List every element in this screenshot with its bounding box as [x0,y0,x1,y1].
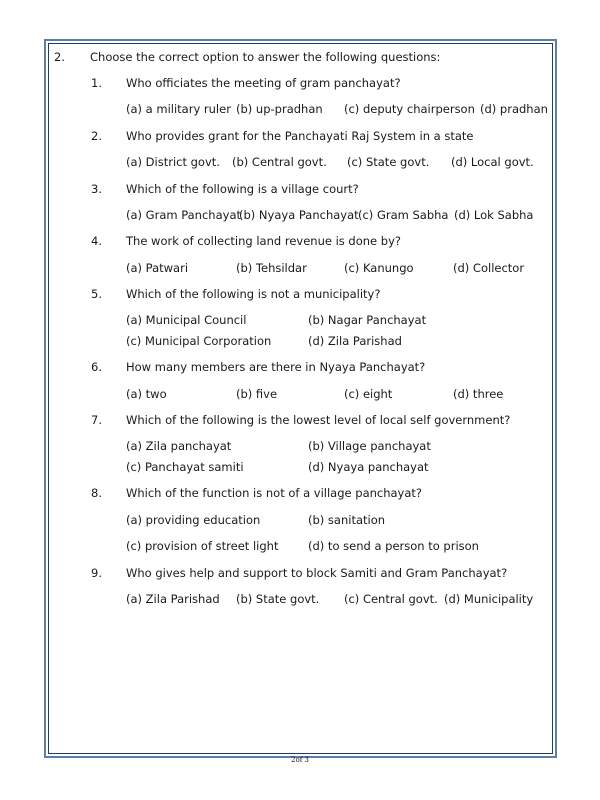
option-a: (a) Patwari [126,261,189,275]
option-d: (d) three [453,387,504,401]
option-a: (a) Zila Parishad [126,592,220,606]
option-a: (a) two [126,387,167,401]
option-b: (b) five [236,387,278,401]
option-c: (c) Kanungo [344,261,414,275]
option-d: (d) Nyaya panchayat [308,460,429,474]
option-d: (d) Lok Sabha [454,208,534,222]
question-text: Who provides grant for the Panchayati Raj System in a state [126,129,474,143]
question-text: How many members are there in Nyaya Panchayat? [126,360,426,374]
section-number: 2. [54,50,65,64]
question-text: Which of the following is the lowest level of local self government? [126,413,511,427]
question-text: Who gives help and support to block Samiti and Gram Panchayat? [126,566,508,580]
option-d: (d) Municipality [444,592,534,606]
question-number: 1. [91,76,102,90]
question-text: Who officiates the meeting of gram panchayat? [126,76,401,90]
option-b: (b) up-pradhan [236,102,323,116]
option-d: (d) pradhan [480,102,548,116]
option-c: (c) State govt. [347,155,430,169]
option-d: (d) Zila Parishad [308,334,402,348]
question-number: 2. [91,129,102,143]
option-d: (d) to send a person to prison [308,539,479,553]
option-b: (b) State govt. [236,592,320,606]
question-text: Which of the function is not of a village panchayat? [126,486,423,500]
option-b: (b) Central govt. [232,155,327,169]
option-c: (c) Gram Sabha [358,208,449,222]
question-number: 3. [91,182,102,196]
option-c: (c) Central govt. [344,592,438,606]
option-a: (a) a military ruler [126,102,231,116]
option-b: (b) sanitation [308,513,386,527]
option-b: (b) Nyaya Panchayat [239,208,359,222]
option-b: (b) Nagar Panchayat [308,313,427,327]
option-b: (b) Village panchayat [308,439,431,453]
option-c: (c) deputy chairperson [344,102,475,116]
option-a: (a) Gram Panchayat [126,208,241,222]
question-text: Which of the following is a village court? [126,182,359,196]
question-number: 7. [91,413,102,427]
question-number: 9. [91,566,102,580]
option-a: (a) providing education [126,513,261,527]
option-a: (a) Municipal Council [126,313,247,327]
option-b: (b) Tehsildar [236,261,307,275]
option-c: (c) Municipal Corporation [126,334,272,348]
option-a: (a) Zila panchayat [126,439,232,453]
section-instruction: Choose the correct option to answer the following questions: [90,50,441,64]
question-number: 4. [91,234,102,248]
page-number: 2of 3 [291,756,309,764]
option-c: (c) Panchayat samiti [126,460,244,474]
option-d: (d) Local govt. [451,155,534,169]
question-text: The work of collecting land revenue is done by? [126,234,401,248]
question-text: Which of the following is not a municipality? [126,287,381,301]
option-c: (c) eight [344,387,393,401]
question-number: 5. [91,287,102,301]
option-c: (c) provision of street light [126,539,279,553]
option-a: (a) District govt. [126,155,220,169]
question-number: 6. [91,360,102,374]
option-d: (d) Collector [453,261,525,275]
question-number: 8. [91,486,102,500]
